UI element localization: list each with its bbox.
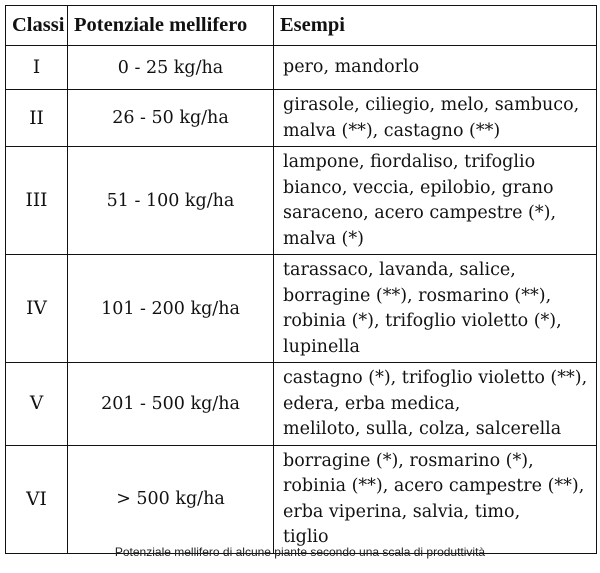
esempi-line: meliloto, sulla, colza, salcerella [283,419,562,439]
cell-classe: IV [6,255,68,363]
cell-classe: V [6,363,68,446]
cell-classe: VI [6,445,68,553]
cell-classe: III [6,147,68,255]
esempi-line: robinia (**), acero campestre (**), [283,476,585,496]
esempi-line: erba viperina, salvia, timo, [283,501,521,522]
esempi-line: tarassaco, lavanda, salice, [283,260,516,280]
esempi-line: pero, mandorlo [283,57,420,78]
cell-potenziale: 101 - 200 kg/ha [68,255,274,363]
cell-esempi [274,255,597,363]
esempi-line: edera, erba medica, [283,393,461,414]
cell-esempi [274,445,597,553]
header-classi: Classi [6,6,68,46]
esempi-line: girasole, ciliegio, melo, sambuco, [283,95,580,115]
table-row [6,90,597,147]
esempi-line: tiglio [283,527,329,547]
table-row [6,445,597,553]
cell-potenziale: 51 - 100 kg/ha [68,147,274,255]
cell-potenziale: 26 - 50 kg/ha [68,90,274,147]
cell-classe: I [6,46,68,90]
cell-classe: II [6,90,68,147]
cell-esempi [274,363,597,446]
header-esempi: Esempi [274,6,597,46]
cell-esempi [274,147,597,255]
esempi-line: saraceno, acero campestre (*), [283,203,557,223]
esempi-line: lampone, fiordaliso, trifoglio [283,152,536,172]
esempi-line: bianco, veccia, epilobio, grano [283,177,554,198]
honey-potential-table [5,5,597,554]
table-row [6,46,597,90]
honey-potential-table-container [5,5,596,554]
cell-potenziale: > 500 kg/ha [68,445,274,553]
esempi-line: robinia (*), trifoglio violetto (*), [283,311,562,331]
cell-potenziale: 0 - 25 kg/ha [68,46,274,90]
cell-esempi [274,46,597,90]
table-row [6,147,597,255]
esempi-line: malva (*) [283,228,364,249]
table-row [6,363,597,446]
esempi-line: malva (**), castagno (**) [283,120,501,141]
header-potenziale: Potenziale mellifero [68,6,274,46]
esempi-line: lupinella [283,336,360,357]
table-caption: Potenziale mellifero di alcune piante secondo una scala di produttività [114,545,486,559]
table-header-row [6,6,597,46]
cell-potenziale: 201 - 500 kg/ha [68,363,274,446]
cell-esempi [274,90,597,147]
esempi-line: borragine (**), rosmarino (**), [283,285,552,306]
esempi-line: borragine (*), rosmarino (*), [283,450,534,471]
table-row [6,255,597,363]
esempi-line: castagno (*), trifoglio violetto (**), [283,368,588,388]
